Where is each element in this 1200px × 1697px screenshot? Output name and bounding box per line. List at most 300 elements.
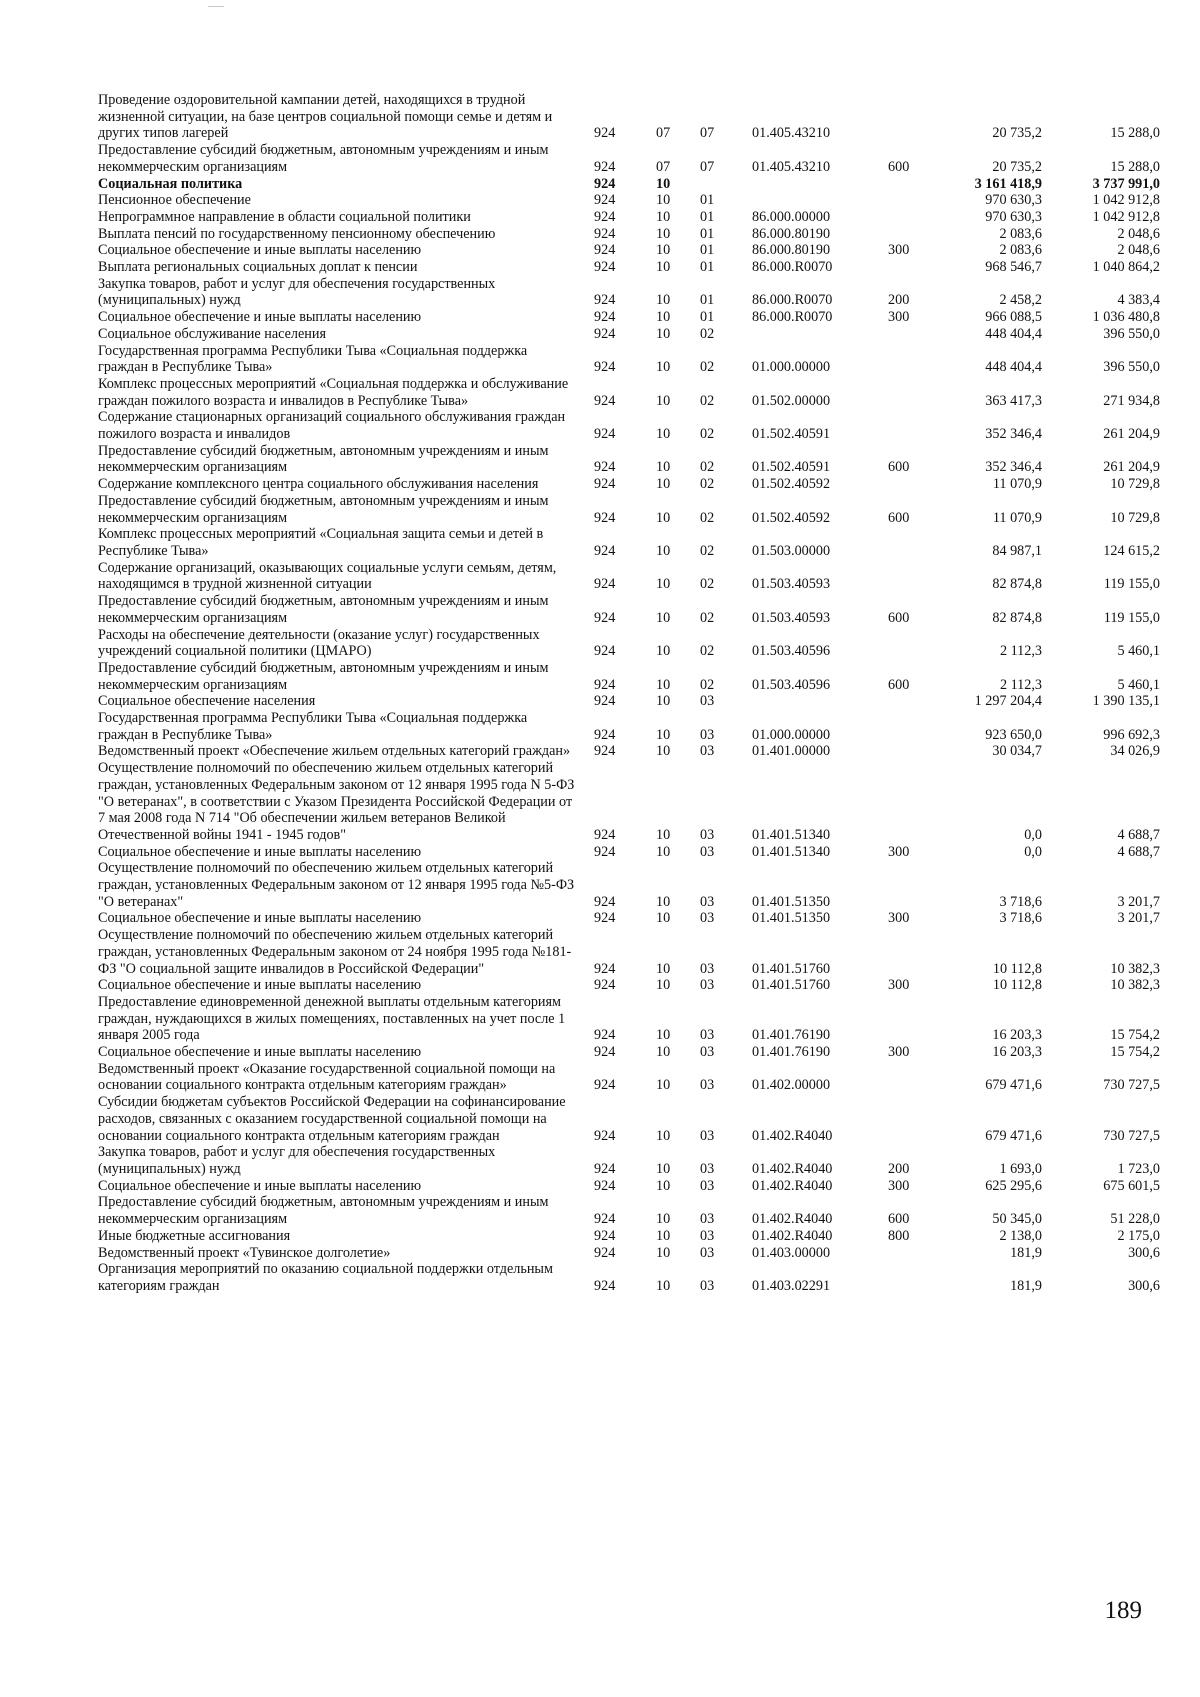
row-section-code: 10	[656, 826, 671, 843]
row-subsection-code: 03	[700, 726, 715, 743]
row-amount-year1: 16 203,3	[992, 1044, 1042, 1061]
table-row	[98, 226, 1160, 243]
row-name: Проведение оздоровительной кампании детей, находящихся в трудной жизненной ситуации, на базе центров социальной помощи семье и детям и других типов лагерей	[98, 92, 553, 142]
row-expense-type	[884, 927, 950, 977]
row-amount-year2: 730 727,5	[1103, 1077, 1160, 1094]
row-grbs-code: 924	[594, 392, 616, 409]
table-row	[98, 526, 1160, 559]
row-target-article	[752, 326, 884, 343]
row-expense-type	[884, 1094, 950, 1144]
row-amount-year1: 2 112,3	[999, 643, 1042, 660]
row-name: Ведомственный проект «Тувинское долголетие»	[98, 1244, 391, 1261]
row-section-code: 10	[656, 693, 671, 710]
budget-table	[98, 92, 1160, 1295]
row-subsection-code: 03	[700, 977, 715, 994]
table-row	[98, 560, 1160, 593]
row-expense-type	[884, 760, 950, 844]
row-target-article: 01.401.76190	[752, 1044, 831, 1061]
row-grbs-code: 924	[594, 225, 616, 242]
row-expense-type	[884, 1261, 950, 1294]
table-row	[98, 710, 1160, 743]
row-amount-year2: 1 042 912,8	[1092, 192, 1160, 209]
row-amount-year1: 11 070,9	[992, 476, 1042, 493]
row-expense-type	[884, 259, 950, 276]
row-target-article: 01.402.R4040	[752, 1127, 833, 1144]
row-expense-type	[884, 226, 950, 243]
row-grbs-code: 924	[594, 893, 616, 910]
row-grbs-code: 924	[594, 1211, 616, 1228]
row-amount-year1: 10 112,8	[992, 977, 1042, 994]
row-grbs-code: 924	[594, 259, 616, 276]
row-subsection-code: 03	[700, 893, 715, 910]
row-grbs-code: 924	[594, 576, 616, 593]
row-expense-type: 800	[888, 1227, 910, 1244]
row-expense-type: 300	[888, 1044, 910, 1061]
row-amount-year1: 3 718,6	[999, 893, 1042, 910]
row-name: Расходы на обеспечение деятельности (оказание услуг) государственных учреждений социальной политики (ЦМАРО)	[98, 626, 540, 660]
row-section-code: 10	[656, 726, 671, 743]
row-amount-year1: 3 161 418,9	[974, 175, 1042, 192]
row-section-code: 10	[656, 609, 671, 626]
row-grbs-code: 924	[594, 843, 616, 860]
table-row	[98, 1245, 1160, 1262]
table-row	[98, 1094, 1160, 1144]
row-target-article: 01.405.43210	[752, 125, 831, 142]
row-section-code: 10	[656, 242, 671, 259]
row-name: Социальное обеспечение и иные выплаты населению	[98, 910, 422, 927]
row-expense-type	[884, 176, 950, 193]
row-name: Социальное обеспечение населения	[98, 693, 316, 710]
row-target-article: 01.401.51340	[752, 826, 831, 843]
row-section-code: 10	[656, 1227, 671, 1244]
row-name: Содержание комплексного центра социального обслуживания населения	[98, 476, 539, 493]
row-section-code: 10	[656, 576, 671, 593]
row-subsection-code: 03	[700, 1227, 715, 1244]
row-subsection-code: 01	[700, 309, 715, 326]
row-subsection-code: 02	[700, 325, 715, 342]
row-amount-year1: 966 088,5	[985, 309, 1042, 326]
row-amount-year2: 1 042 912,8	[1092, 208, 1160, 225]
row-amount-year2: 261 204,9	[1103, 459, 1160, 476]
row-grbs-code: 924	[594, 1044, 616, 1061]
row-section-code: 10	[656, 542, 671, 559]
row-grbs-code: 924	[594, 359, 616, 376]
row-amount-year2: 51 228,0	[1110, 1211, 1160, 1228]
row-section-code: 10	[656, 1244, 671, 1261]
table-row	[98, 242, 1160, 259]
row-target-article: 01.503.40596	[752, 643, 831, 660]
row-section-code: 10	[656, 259, 671, 276]
row-grbs-code: 924	[594, 309, 616, 326]
table-row	[98, 743, 1160, 760]
row-amount-year2: 10 729,8	[1110, 509, 1160, 526]
row-amount-year1: 50 345,0	[992, 1211, 1042, 1228]
row-amount-year1: 16 203,3	[992, 1027, 1042, 1044]
row-amount-year1: 3 718,6	[999, 910, 1042, 927]
row-name: Субсидии бюджетам субъектов Российской Федерации на софинансирование расходов, связанных с оказанием государственной социальной помощи на основании социального контракта отдельным категориям граждан	[98, 1094, 566, 1144]
row-expense-type	[884, 994, 950, 1044]
row-grbs-code: 924	[594, 609, 616, 626]
row-grbs-code: 924	[594, 1127, 616, 1144]
row-amount-year1: 82 874,8	[992, 609, 1042, 626]
row-amount-year2: 2 048,6	[1117, 225, 1160, 242]
row-subsection-code: 01	[700, 259, 715, 276]
row-target-article: 01.405.43210	[752, 158, 831, 175]
row-expense-type: 300	[888, 843, 910, 860]
row-section-code: 10	[656, 643, 671, 660]
row-amount-year2: 730 727,5	[1103, 1127, 1160, 1144]
row-name: Социальное обеспечение и иные выплаты населению	[98, 977, 422, 994]
row-amount-year2: 34 026,9	[1110, 743, 1160, 760]
row-subsection-code: 03	[700, 843, 715, 860]
table-row	[98, 994, 1160, 1044]
row-expense-type: 300	[888, 242, 910, 259]
row-name: Социальная политика	[98, 175, 243, 192]
row-name: Предоставление субсидий бюджетным, автономным учреждениям и иным некоммерческим организациям	[98, 659, 549, 693]
row-amount-year2: 119 155,0	[1103, 609, 1160, 626]
row-name: Социальное обеспечение и иные выплаты населению	[98, 242, 422, 259]
row-name: Ведомственный проект «Обеспечение жильем отдельных категорий граждан»	[98, 743, 571, 760]
row-target-article: 01.502.40592	[752, 476, 831, 493]
row-name: Содержание стационарных организаций социального обслуживания граждан пожилого возраста и инвалидов	[98, 409, 566, 443]
row-target-article: 86.000.00000	[752, 208, 831, 225]
row-amount-year2: 10 729,8	[1110, 476, 1160, 493]
row-section-code: 10	[656, 977, 671, 994]
row-name: Государственная программа Республики Тыва «Социальная поддержка граждан в Республике Тыва»	[98, 710, 528, 743]
row-target-article: 01.502.40592	[752, 509, 831, 526]
row-target-article	[752, 176, 884, 193]
row-section-code: 10	[656, 192, 671, 209]
row-grbs-code: 924	[594, 1161, 616, 1177]
row-amount-year1: 0,0	[1024, 826, 1042, 843]
row-target-article: 01.403.02291	[752, 1277, 831, 1294]
row-amount-year1: 2 458,2	[999, 292, 1042, 309]
row-subsection-code: 01	[700, 292, 715, 309]
row-subsection-code: 02	[700, 359, 715, 376]
row-subsection-code: 03	[700, 960, 715, 977]
row-amount-year2: 15 288,0	[1110, 158, 1160, 175]
table-row	[98, 1144, 1160, 1177]
row-section-code: 10	[656, 910, 671, 927]
row-amount-year1: 679 471,6	[985, 1127, 1042, 1144]
row-amount-year1: 352 346,4	[985, 459, 1042, 476]
row-amount-year2: 15 754,2	[1110, 1044, 1160, 1061]
row-name: Предоставление субсидий бюджетным, автономным учреждениям и иным некоммерческим организациям	[98, 492, 549, 526]
table-row	[98, 142, 1160, 175]
row-name: Социальное обеспечение и иные выплаты населению	[98, 843, 422, 860]
row-target-article: 86.000.R0070	[752, 259, 833, 276]
row-subsection-code: 02	[700, 676, 715, 693]
row-amount-year1: 30 034,7	[992, 743, 1042, 760]
row-grbs-code: 924	[594, 960, 616, 977]
row-amount-year2: 3 737 991,0	[1092, 175, 1160, 192]
row-expense-type	[884, 409, 950, 442]
row-amount-year1: 679 471,6	[985, 1077, 1042, 1094]
row-expense-type	[884, 1061, 950, 1094]
row-name: Предоставление субсидий бюджетным, автономным учреждениям и иным некоммерческим организациям	[98, 1194, 549, 1228]
row-section-code: 10	[656, 476, 671, 493]
row-grbs-code: 924	[594, 1027, 616, 1044]
row-expense-type: 600	[888, 158, 910, 175]
row-subsection-code: 03	[700, 826, 715, 843]
table-row	[98, 760, 1160, 844]
row-amount-year1: 0,0	[1024, 843, 1042, 860]
row-name: Предоставление субсидий бюджетным, автономным учреждениям и иным некоммерческим организациям	[98, 593, 549, 626]
row-expense-type: 200	[888, 1161, 910, 1177]
table-row	[98, 1261, 1160, 1294]
row-expense-type: 600	[888, 459, 910, 476]
row-expense-type: 600	[888, 1211, 910, 1228]
row-amount-year1: 923 650,0	[985, 726, 1042, 743]
row-target-article: 01.401.00000	[752, 743, 831, 760]
row-amount-year2: 2 048,6	[1117, 242, 1160, 259]
row-subsection-code: 03	[700, 1161, 715, 1177]
row-name: Предоставление единовременной денежной выплаты отдельным категориям граждан, нуждающихся в жилых помещениях, поставленных на учет после 1 января 2005 года	[98, 993, 566, 1044]
table-row	[98, 476, 1160, 493]
row-name: Предоставление субсидий бюджетным, автономным учреждениям и иным некоммерческим организациям	[98, 142, 549, 175]
row-target-article: 01.401.51340	[752, 843, 831, 860]
row-subsection-code: 07	[700, 158, 715, 175]
row-expense-type	[884, 92, 950, 142]
row-section-code: 10	[656, 175, 671, 192]
row-target-article	[752, 192, 884, 209]
row-section-code: 07	[656, 125, 671, 142]
row-section-code: 10	[656, 1277, 671, 1294]
row-amount-year2: 300,6	[1128, 1277, 1160, 1294]
row-amount-year1: 1 297 204,4	[974, 693, 1042, 710]
row-name: Выплата региональных социальных доплат к пенсии	[98, 259, 418, 276]
row-expense-type: 600	[888, 509, 910, 526]
row-subsection-code: 03	[700, 1027, 715, 1044]
row-subsection-code: 01	[700, 225, 715, 242]
row-target-article: 01.000.00000	[752, 726, 831, 743]
row-amount-year2: 2 175,0	[1117, 1227, 1160, 1244]
table-row	[98, 910, 1160, 927]
row-section-code: 10	[656, 893, 671, 910]
row-subsection-code: 07	[700, 125, 715, 142]
table-row	[98, 627, 1160, 660]
budget-table-body	[98, 92, 1160, 1295]
row-amount-year2: 996 692,3	[1103, 726, 1160, 743]
row-section-code: 10	[656, 325, 671, 342]
row-amount-year2: 10 382,3	[1110, 960, 1160, 977]
row-amount-year2: 10 382,3	[1110, 977, 1160, 994]
row-name: Выплата пенсий по государственному пенсионному обеспечению	[98, 225, 496, 242]
table-row	[98, 927, 1160, 977]
row-name: Государственная программа Республики Тыва «Социальная поддержка граждан в Республике Тыва»	[98, 342, 528, 376]
row-expense-type: 200	[888, 292, 910, 309]
row-name: Ведомственный проект «Оказание государственной социальной помощи на основании социального контракта отдельным категориям граждан»	[98, 1060, 556, 1094]
row-amount-year2: 119 155,0	[1103, 576, 1160, 593]
row-name: Содержание организаций, оказывающих социальные услуги семьям, детям, находящимся в трудной жизненной ситуации	[98, 559, 557, 593]
table-row	[98, 192, 1160, 209]
row-amount-year1: 448 404,4	[985, 325, 1042, 342]
row-expense-type: 300	[888, 309, 910, 326]
row-amount-year2: 4 383,4	[1117, 292, 1160, 309]
row-subsection-code: 02	[700, 459, 715, 476]
row-section-code: 10	[656, 1027, 671, 1044]
row-subsection-code: 01	[700, 192, 715, 209]
row-section-code: 10	[656, 225, 671, 242]
row-grbs-code: 924	[594, 977, 616, 994]
row-amount-year1: 2 138,0	[999, 1227, 1042, 1244]
row-section-code: 10	[656, 1177, 671, 1194]
row-expense-type: 600	[888, 609, 910, 626]
row-subsection-code: 03	[700, 693, 715, 710]
row-grbs-code: 924	[594, 242, 616, 259]
row-section-code: 10	[656, 359, 671, 376]
row-subsection-code: 02	[700, 509, 715, 526]
row-grbs-code: 924	[594, 693, 616, 710]
row-subsection-code: 03	[700, 1044, 715, 1061]
row-target-article: 01.401.51350	[752, 910, 831, 927]
row-grbs-code: 924	[594, 910, 616, 927]
table-row	[98, 593, 1160, 626]
row-subsection-code: 03	[700, 910, 715, 927]
row-section-code: 10	[656, 392, 671, 409]
table-row	[98, 259, 1160, 276]
row-section-code: 10	[656, 1211, 671, 1228]
row-target-article: 86.000.80190	[752, 225, 831, 242]
row-name: Социальное обеспечение и иные выплаты населению	[98, 1044, 422, 1061]
table-row	[98, 693, 1160, 710]
row-grbs-code: 924	[594, 676, 616, 693]
table-row	[98, 977, 1160, 994]
row-amount-year2: 15 754,2	[1110, 1027, 1160, 1044]
row-name: Пенсионное обеспечение	[98, 192, 251, 209]
row-name: Комплекс процессных мероприятий «Социальная поддержка и обслуживание граждан пожилого возраста и инвалидов в Республике Тыва»	[98, 375, 569, 409]
table-row	[98, 1228, 1160, 1245]
row-target-article: 01.503.40596	[752, 676, 831, 693]
row-target-article: 01.401.51760	[752, 960, 831, 977]
row-target-article: 01.402.R4040	[752, 1177, 833, 1194]
row-section-code: 10	[656, 676, 671, 693]
page-number: 189	[1104, 1597, 1142, 1624]
row-name: Социальное обеспечение и иные выплаты населению	[98, 309, 422, 326]
row-subsection-code: 03	[700, 743, 715, 760]
table-row	[98, 326, 1160, 343]
row-amount-year2: 261 204,9	[1103, 426, 1160, 443]
table-row	[98, 309, 1160, 326]
table-row	[98, 660, 1160, 693]
table-row	[98, 1178, 1160, 1195]
row-amount-year2: 675 601,5	[1103, 1177, 1160, 1194]
row-grbs-code: 924	[594, 292, 616, 309]
row-subsection-code: 02	[700, 609, 715, 626]
table-row	[98, 1044, 1160, 1061]
row-expense-type	[884, 476, 950, 493]
table-row	[98, 1194, 1160, 1227]
row-section-code: 10	[656, 459, 671, 476]
row-grbs-code: 924	[594, 509, 616, 526]
row-amount-year2: 4 688,7	[1117, 843, 1160, 860]
row-target-article: 86.000.80190	[752, 242, 831, 259]
row-expense-type	[884, 326, 950, 343]
row-target-article: 01.502.40591	[752, 426, 831, 443]
row-section-code: 10	[656, 1044, 671, 1061]
row-subsection-code: 02	[700, 476, 715, 493]
row-amount-year1: 181,9	[1010, 1244, 1042, 1261]
row-section-code: 10	[656, 509, 671, 526]
row-amount-year2: 1 723,0	[1117, 1161, 1160, 1177]
row-target-article: 01.403.00000	[752, 1244, 831, 1261]
row-grbs-code: 924	[594, 1227, 616, 1244]
row-amount-year1: 11 070,9	[992, 509, 1042, 526]
row-subsection-code: 02	[700, 576, 715, 593]
row-amount-year1: 1 693,0	[999, 1161, 1042, 1177]
row-amount-year2: 1 390 135,1	[1092, 693, 1160, 710]
row-expense-type	[884, 710, 950, 743]
row-amount-year1: 968 546,7	[985, 259, 1042, 276]
row-amount-year2: 396 550,0	[1103, 325, 1160, 342]
row-amount-year1: 10 112,8	[992, 960, 1042, 977]
row-name: Закупка товаров, работ и услуг для обеспечения государственных (муниципальных) нужд	[98, 275, 496, 309]
row-expense-type	[884, 860, 950, 910]
row-grbs-code: 924	[594, 1077, 616, 1094]
row-section-code: 07	[656, 158, 671, 175]
row-target-article: 01.503.00000	[752, 542, 831, 559]
row-amount-year1: 625 295,6	[985, 1177, 1042, 1194]
row-amount-year2: 3 201,7	[1117, 893, 1160, 910]
row-amount-year2: 396 550,0	[1103, 359, 1160, 376]
row-amount-year1: 970 630,3	[985, 208, 1042, 225]
row-subsection-code	[690, 176, 752, 193]
row-amount-year2: 5 460,1	[1117, 643, 1160, 660]
row-grbs-code: 924	[594, 1277, 616, 1294]
row-amount-year1: 181,9	[1010, 1277, 1042, 1294]
row-section-code: 10	[656, 1077, 671, 1094]
row-expense-type	[884, 560, 950, 593]
row-expense-type	[884, 693, 950, 710]
row-section-code: 10	[656, 426, 671, 443]
row-expense-type	[884, 1245, 950, 1262]
row-expense-type	[884, 376, 950, 409]
row-grbs-code: 924	[594, 459, 616, 476]
table-row	[98, 276, 1160, 309]
row-amount-year1: 448 404,4	[985, 359, 1042, 376]
table-row	[98, 343, 1160, 376]
row-amount-year2: 4 688,7	[1117, 826, 1160, 843]
row-amount-year2: 15 288,0	[1110, 125, 1160, 142]
row-subsection-code: 02	[700, 426, 715, 443]
row-grbs-code: 924	[594, 743, 616, 760]
row-grbs-code: 924	[594, 175, 616, 192]
row-grbs-code: 924	[594, 192, 616, 209]
row-amount-year2: 1 040 864,2	[1092, 259, 1160, 276]
row-grbs-code: 924	[594, 208, 616, 225]
row-amount-year2: 1 036 480,8	[1092, 309, 1160, 326]
row-name: Непрограммное направление в области социальной политики	[98, 208, 471, 225]
row-section-code: 10	[656, 843, 671, 860]
row-subsection-code: 02	[700, 643, 715, 660]
row-amount-year1: 2 083,6	[999, 242, 1042, 259]
table-row	[98, 493, 1160, 526]
row-target-article: 01.402.R4040	[752, 1161, 833, 1177]
row-expense-type: 300	[888, 1177, 910, 1194]
row-amount-year1: 84 987,1	[992, 542, 1042, 559]
row-amount-year2: 3 201,7	[1117, 910, 1160, 927]
row-grbs-code: 924	[594, 542, 616, 559]
row-name: Осуществление полномочий по обеспечению жильем отдельных категорий граждан, установленных Федеральным законом от 24 ноября 1995 года №181-ФЗ "О социальной защите инвалидов в Российской Федерации"	[98, 927, 572, 977]
table-row	[98, 443, 1160, 476]
row-grbs-code: 924	[594, 426, 616, 443]
row-section-code: 10	[656, 1127, 671, 1144]
row-amount-year1: 970 630,3	[985, 192, 1042, 209]
row-name: Социальное обеспечение и иные выплаты населению	[98, 1177, 422, 1194]
row-amount-year1: 2 083,6	[999, 225, 1042, 242]
row-target-article: 01.402.00000	[752, 1077, 831, 1094]
row-grbs-code: 924	[594, 643, 616, 660]
